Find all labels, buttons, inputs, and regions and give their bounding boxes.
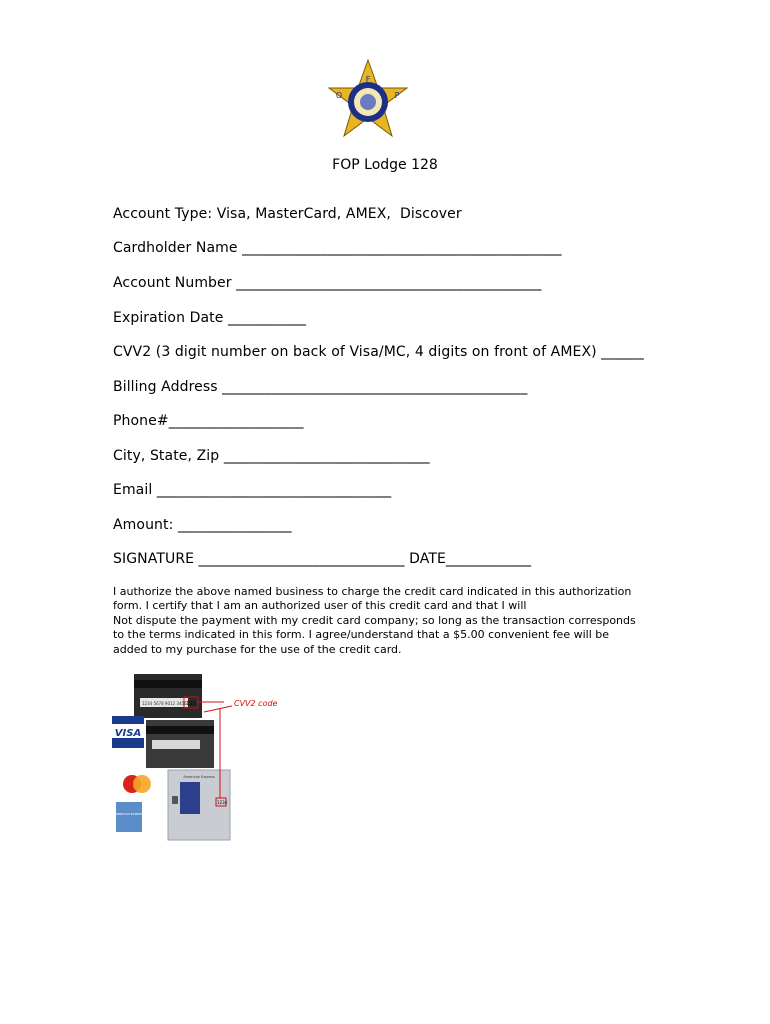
authorization-paragraph <box>113 585 673 657</box>
authorization-line: added to my purchase for the use of the credit card. <box>113 642 402 656</box>
page-title: FOP Lodge 128 <box>332 157 438 173</box>
billing-address-field[interactable]: Billing Address ___________________________________________ <box>113 379 528 395</box>
authorization-line: form. I certify that I am an authorized user of this credit card and that I will <box>113 599 527 613</box>
email-field[interactable]: Email _________________________________ <box>113 482 392 498</box>
card-strip-text: 1234 5678 9012 3456 <box>142 701 187 706</box>
logo-letter-f: F <box>365 75 371 84</box>
account-number-field[interactable]: Account Number ___________________________________________ <box>113 275 542 291</box>
visa-label: VISA <box>114 728 142 739</box>
logo-letter-p: P <box>394 91 400 100</box>
city-state-zip-field[interactable]: City, State, Zip _____________________________ <box>113 448 430 464</box>
fop-star-seal-icon <box>326 58 410 142</box>
cvv-code-back: 123 <box>186 701 196 707</box>
cvv-code-front: 1234 <box>217 800 228 805</box>
cvv-cards-illustration <box>112 672 278 842</box>
cvv-code-label: CVV2 code <box>234 699 278 708</box>
authorization-line: to the terms indicated in this form. I agree/understand that a $5.00 convenient fee will be <box>113 628 610 642</box>
signature-date-field[interactable]: SIGNATURE _____________________________ DATE____________ <box>113 551 532 567</box>
amount-field[interactable]: Amount: ________________ <box>113 517 292 533</box>
visa-card-back <box>134 674 202 718</box>
cvv2-field[interactable]: CVV2 (3 digit number on back of Visa/MC, 4 digits on front of AMEX) ______ <box>113 344 644 360</box>
amex-card-front <box>168 770 230 840</box>
logo-letter-o: O <box>335 91 343 100</box>
phone-field[interactable]: Phone#___________________ <box>113 413 304 429</box>
expiration-date-field[interactable]: Expiration Date ___________ <box>113 310 307 326</box>
mastercard-logo <box>123 775 151 793</box>
amex-label: AMERICAN EXPRESS <box>113 812 145 816</box>
amex-logo <box>114 802 144 832</box>
amex-top-label: American Express <box>183 775 215 779</box>
authorization-line: I authorize the above named business to charge the credit card indicated in this authorization <box>113 585 632 598</box>
visa-logo <box>112 716 144 748</box>
cardholder-name-field[interactable]: Cardholder Name _____________________________________________ <box>113 240 562 256</box>
account-type-line: Account Type: Visa, MasterCard, AMEX, Discover <box>113 206 462 222</box>
mastercard-card-back <box>146 720 214 768</box>
authorization-line: Not dispute the payment with my credit card company; so long as the transaction corresponds <box>113 613 636 627</box>
